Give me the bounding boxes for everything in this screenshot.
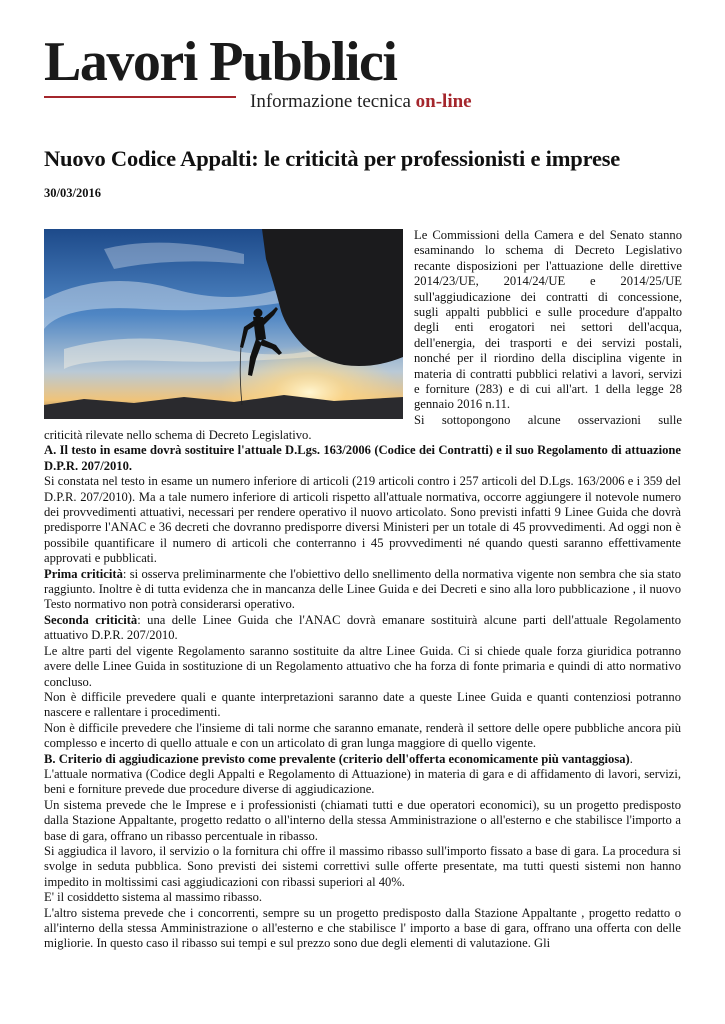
article-date: 30/03/2016 <box>44 186 101 200</box>
section-b-heading <box>44 752 681 767</box>
logo-tagline <box>250 91 472 113</box>
logo-wordmark: Lavori Pubblici <box>44 31 397 93</box>
intro-text: Le Commissioni della Camera e del Senato stanno esaminando lo schema di Decreto Legislativo recante disposizioni per l'attuazione delle direttive 2014/23/UE, 2014/24/UE e 2014/25/UE sull'aggiudicazione dei contratti di concessione, sugli appalti pubblici e sulle procedure d'appalto degli enti erogatori nei settori dell'acqua, dell'energia, dei trasporti e dei servizi postali, nonché per il riordino della disciplina vigente in materia di contratti pubblici relativi a lavori, servizi e forniture (283) e di cui all'art. 1 della legge 28 gennaio 2016 n.11. <box>414 228 682 412</box>
criticality-1-text: : si osserva preliminarmente che l'obiettivo dello snellimento della normativa vigente non sembra che sia stato raggiunto. Inoltre è di tutta evidenza che in mancanza delle Linee Guida e dei Decreti e sino alla loro pubblicazione , il nuovo Testo normativo non potrà considerarsi operativo. <box>44 566 681 612</box>
criticality-2-label: Seconda criticità <box>44 612 138 627</box>
paragraph: Un sistema prevede che le Imprese e i professionisti (chiamati tutti e due operatori economici), su un progetto predisposto dalla Stazione Appaltante, progetto redatto o all'interno della stessa Amministrazione o all'esterno e che stabilisce l'importo a base di gara, offrano un ribasso percentuale in ribasso. <box>44 797 681 843</box>
site-logo[interactable] <box>44 31 504 116</box>
section-b-title: B. Criterio di aggiudicazione previsto come prevalente (criterio dell'offerta economicamente più vantaggiosa) <box>44 751 630 766</box>
intro-continuation-end: criticità rilevate nello schema di Decreto Legislativo. <box>44 428 312 442</box>
paragraph: L'altro sistema prevede che i concorrenti, sempre su un progetto predisposto dalla Stazione Appaltante , progetto redatto o all'interno della stessa Amministrazione o all'esterno e che stabilisce l' importo a base di gara, offrano una offerta con delle migliorie. In questo caso il ribasso sui tempi e sul prezzo sono due degli elementi di valutazione. Gli <box>44 905 681 951</box>
criticality-1-label: Prima criticità <box>44 566 123 581</box>
section-a-title: A. Il testo in esame dovrà sostituire l'attuale D.Lgs. 163/2006 (Codice dei Contratti) e il suo Regolamento di attuazione D.P.R. 207/2010. <box>44 443 681 473</box>
paragraph: Non è difficile prevedere che l'insieme di tali norme che saranno emanate, renderà il settore delle opere pubbliche ancora più complesso e incerto di quello attuale e con un articolato di gran lunga maggiore di quello vigente. <box>44 720 681 751</box>
section-b-end: . <box>629 751 633 766</box>
criticality-2-text: : una delle Linee Guida che l'ANAC dovrà emanare sostituirà alcune parti dell'attuale Regolamento attuativo D.P.R. 207/2010. <box>44 612 681 643</box>
paragraph: Non è difficile prevedere quali e quante interpretazioni saranno date a queste Linee Guida e quanti contenziosi potranno nascere e rallentare i procedimenti. <box>44 689 681 720</box>
logo-tagline-prefix: Informazione tecnica <box>250 91 416 112</box>
criticality-1 <box>44 567 681 613</box>
paragraph: Si constata nel testo in esame un numero inferiore di articoli (219 articoli contro i 257 articoli del D.Lgs. 163/2006 e i 359 del D.P.R. 207/2010). Ma a tale numero inferiore di articoli rispetto all'attuale normativa, occorre aggiungere il notevole numero dei provvedimenti attuativi, necessari per rendere operativo il nuovo articolato. Sono previsti infatti 9 Linee Guida che dovrà predisporre l'ANAC e 36 decreti che dovranno predisporre diversi Ministeri per un totale di 45 provvedimenti. Ad oggi non è possibile quantificare il numero di articoli che conterranno i 45 provvedimenti né quando questi saranno effettivamente approvati e pubblicati. <box>44 474 681 566</box>
article-title: Nuovo Codice Appalti: le criticità per professionisti e imprese <box>44 146 621 171</box>
criticality-2 <box>44 613 681 644</box>
logo-rule <box>44 96 236 98</box>
section-a-heading <box>44 443 681 474</box>
paragraph: Si aggiudica il lavoro, il servizio o la fornitura chi offre il massimo ribasso sull'importo fissato a base di gara. La procedura si svolge in seduta pubblica. Sono previsti dei sistemi correttivi sulle offerte presentate, ma tutti questi sistemi non hanno impedito in moltissimi casi aggiudicazioni con ribassi superiori al 40%. <box>44 843 681 889</box>
paragraph: L'attuale normativa (Codice degli Appalti e Regolamento di Attuazione) in materia di gara e di affidamento di lavori, servizi, beni e forniture prevede due procedure diverse di aggiudicazione. <box>44 766 681 797</box>
logo-tagline-accent: on-line <box>415 91 472 112</box>
article-intro <box>414 228 682 428</box>
paragraph: E' il cosiddetto sistema al massimo ribasso. <box>44 890 263 905</box>
intro-continuation: Si sottopongono alcune osservazioni sulle <box>414 412 682 427</box>
article-body <box>44 428 681 952</box>
climber-silhouette-photo <box>44 229 403 419</box>
paragraph: Le altre parti del vigente Regolamento saranno sostituite da altre Linee Guida. Ci si chiede quale forza giuridica potranno avere delle Linee Guida in sostituzione di un Regolamento attuativo che ha forza di fonte primaria e quindi di atto normativo concluso. <box>44 643 681 689</box>
